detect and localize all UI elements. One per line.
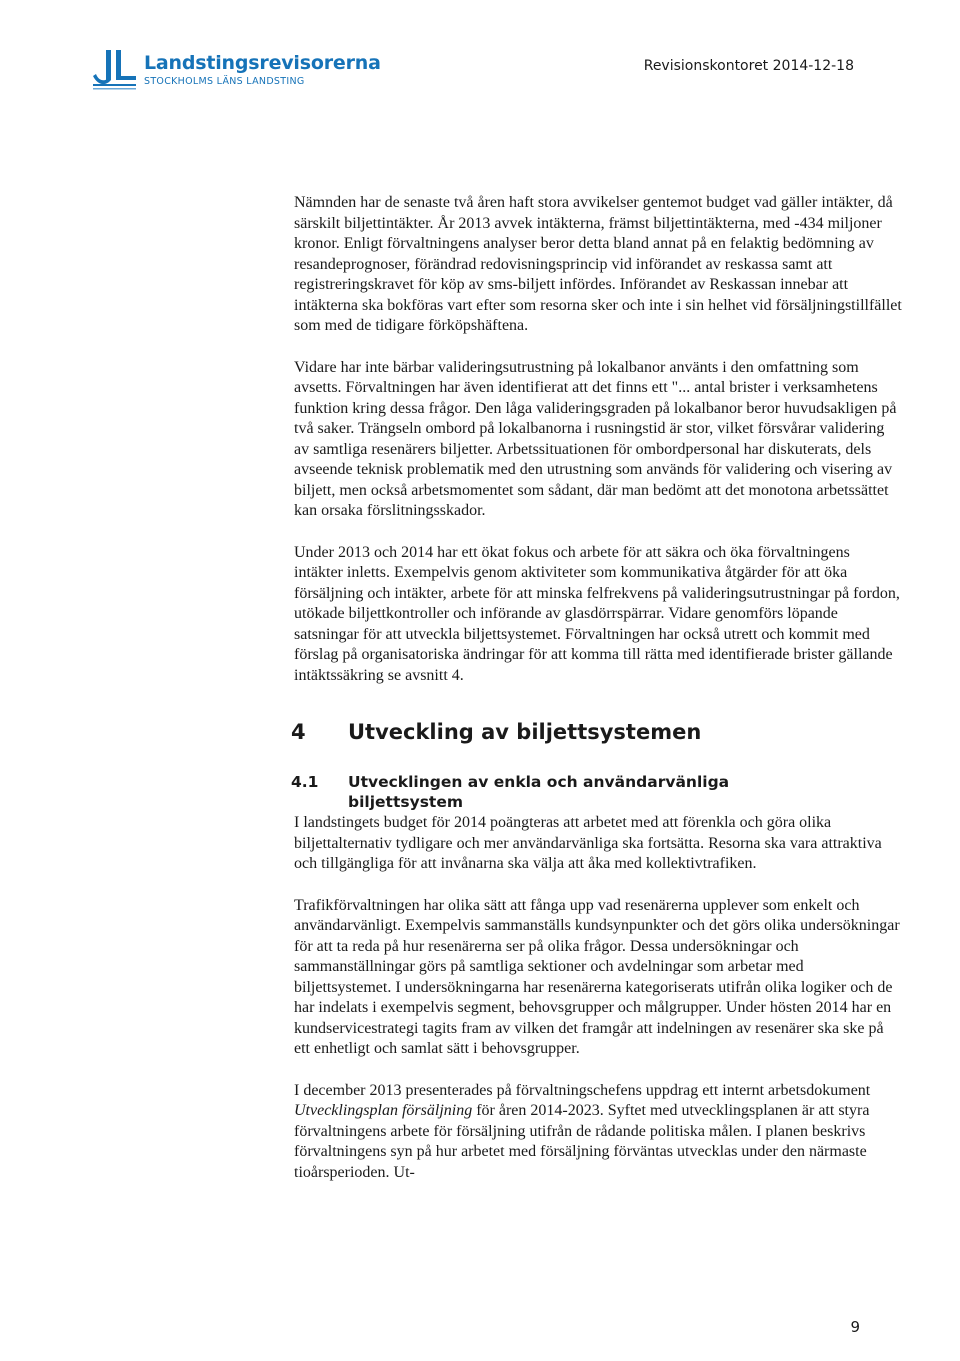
paragraph-6-start: I december 2013 presenterades på förvaltningschefens uppdrag ett internt arbetsdokument xyxy=(294,1081,871,1099)
document-body xyxy=(291,193,902,1204)
org-name: Landstingsrevisorerna xyxy=(144,52,381,74)
section-title: Utveckling av biljettsystemen xyxy=(348,720,702,744)
subsection-number: 4.1 xyxy=(291,773,319,791)
org-subtitle: STOCKHOLMS LÄNS LANDSTING xyxy=(144,76,305,87)
office-date: Revisionskontoret 2014-12-18 xyxy=(643,58,854,74)
page-number: 9 xyxy=(850,1318,860,1336)
section-number: 4 xyxy=(291,720,306,744)
section-heading-4 xyxy=(291,719,902,745)
header-logo xyxy=(90,46,381,94)
document-title-italic: Utvecklingsplan försäljning xyxy=(294,1102,473,1119)
paragraph-3: Under 2013 och 2014 har ett ökat fokus och arbete för att säkra och öka förvaltningens intäkter inletts. Exempelvis genom aktiviteter som kommunikativa åtgärder för att öka försäljning och intäkter, arbete för att minska felfrekvens på valideringsutrustningar på fordon, utökade biljettkontroller och införande av glasdörrspärrar. Vidare genomförs löpande satsningar för att utveckla biljettsystemet. Förvaltningen har också utrett och kommit med förslag på organisatoriska ändringar för att komma till rätta med identifierade brister gällande intäktssäkring se avsnitt 4. xyxy=(294,543,900,684)
paragraph-5: Trafikförvaltningen har olika sätt att fånga upp vad resenärerna upplever som enkelt och användarvänligt. Exempelvis sammanställs kundsynpunkter och det görs olika undersökningar för att ta reda på hur resenärerna ser på olika frågor. Dessa undersökningar och sammanställningar görs på samtliga sektioner och avdelningar som arbetar med biljettsystemet. I undersökningarna har resenärerna kategoriserats utifrån olika logiker och de har indelats i exempelvis segment, behovsgrupper och målgrupper. Under hösten 2014 har en kundservicestrategi tagits fram av vilken det framgår att indelningen av resenärer ska ske på ett enhetligt och samlat sätt i behovsgrupper. xyxy=(294,896,900,1057)
paragraph-6-end: för åren 2014-2023. Syftet med utvecklingsplanen är att styra förvaltningens arbete för försäljning utifrån de rådande politiska målen. I planen beskrivs förvaltningens syn på hur arbetet med försäljning förväntas utvecklas under den närmaste tioårsperioden. Ut- xyxy=(294,1102,870,1181)
landstingsrevisorerna-logo-icon xyxy=(90,46,138,94)
subsection-title: Utvecklingen av enkla och användarvänliga biljettsystem xyxy=(348,773,730,811)
paragraph-4: I landstingets budget för 2014 poängteras att arbetet med att förenkla och göra olika biljettalternativ tydligare och mer användarvänliga ska fortsätta. Resorna ska vara attraktiva och tillgängliga för att invånarna ska välja att åka med kollektivtrafiken. xyxy=(294,814,882,872)
paragraph-2: Vidare har inte bärbar valideringsutrustning på lokalbanor använts i den omfattning som avsetts. Förvaltningen har även identifierat att det finns ett "... antal brister i verksamhetens funktion kring dessa frågor. Den låga valideringsgraden på lokalbanor beror huvudsakligen på två saker. Trängseln ombord på lokalbanorna i rusningstid är stor, vilket försvårar validering av samtliga resenärers biljetter. Arbetssituationen för ombordpersonal har diskuterats, dels avseende teknisk problematik med den utrustning som används för validering och visering av biljett, men också arbetsmomentet som sådant, där man bedömt att det monotona arbetssättet kan orsaka förslitningsskador. xyxy=(294,358,897,519)
logo-text xyxy=(144,52,381,88)
paragraph-6 xyxy=(294,1081,902,1184)
paragraph-1: Nämnden har de senaste två åren haft stora avvikelser gentemot budget vad gäller intäkter, då särskilt biljettintäkter. År 2013 avvek intäkterna, främst biljettintäkterna, med -434 miljoner kronor. Enligt förvaltningens analyser beror detta bland annat på en felaktig bedömning av resandeprognoser, förändrad redovisningsprincip vid införandet av reskassa samt att registreringskravet för köp av sms-biljett infördes. Införandet av Reskassan innebar att intäkterna ska bokföras vart efter som resorna sker och inte i sin helhet vid försäljningstillfället som med de tidigare förköpshäftena. xyxy=(294,194,902,334)
subsection-heading-4-1 xyxy=(291,772,902,812)
